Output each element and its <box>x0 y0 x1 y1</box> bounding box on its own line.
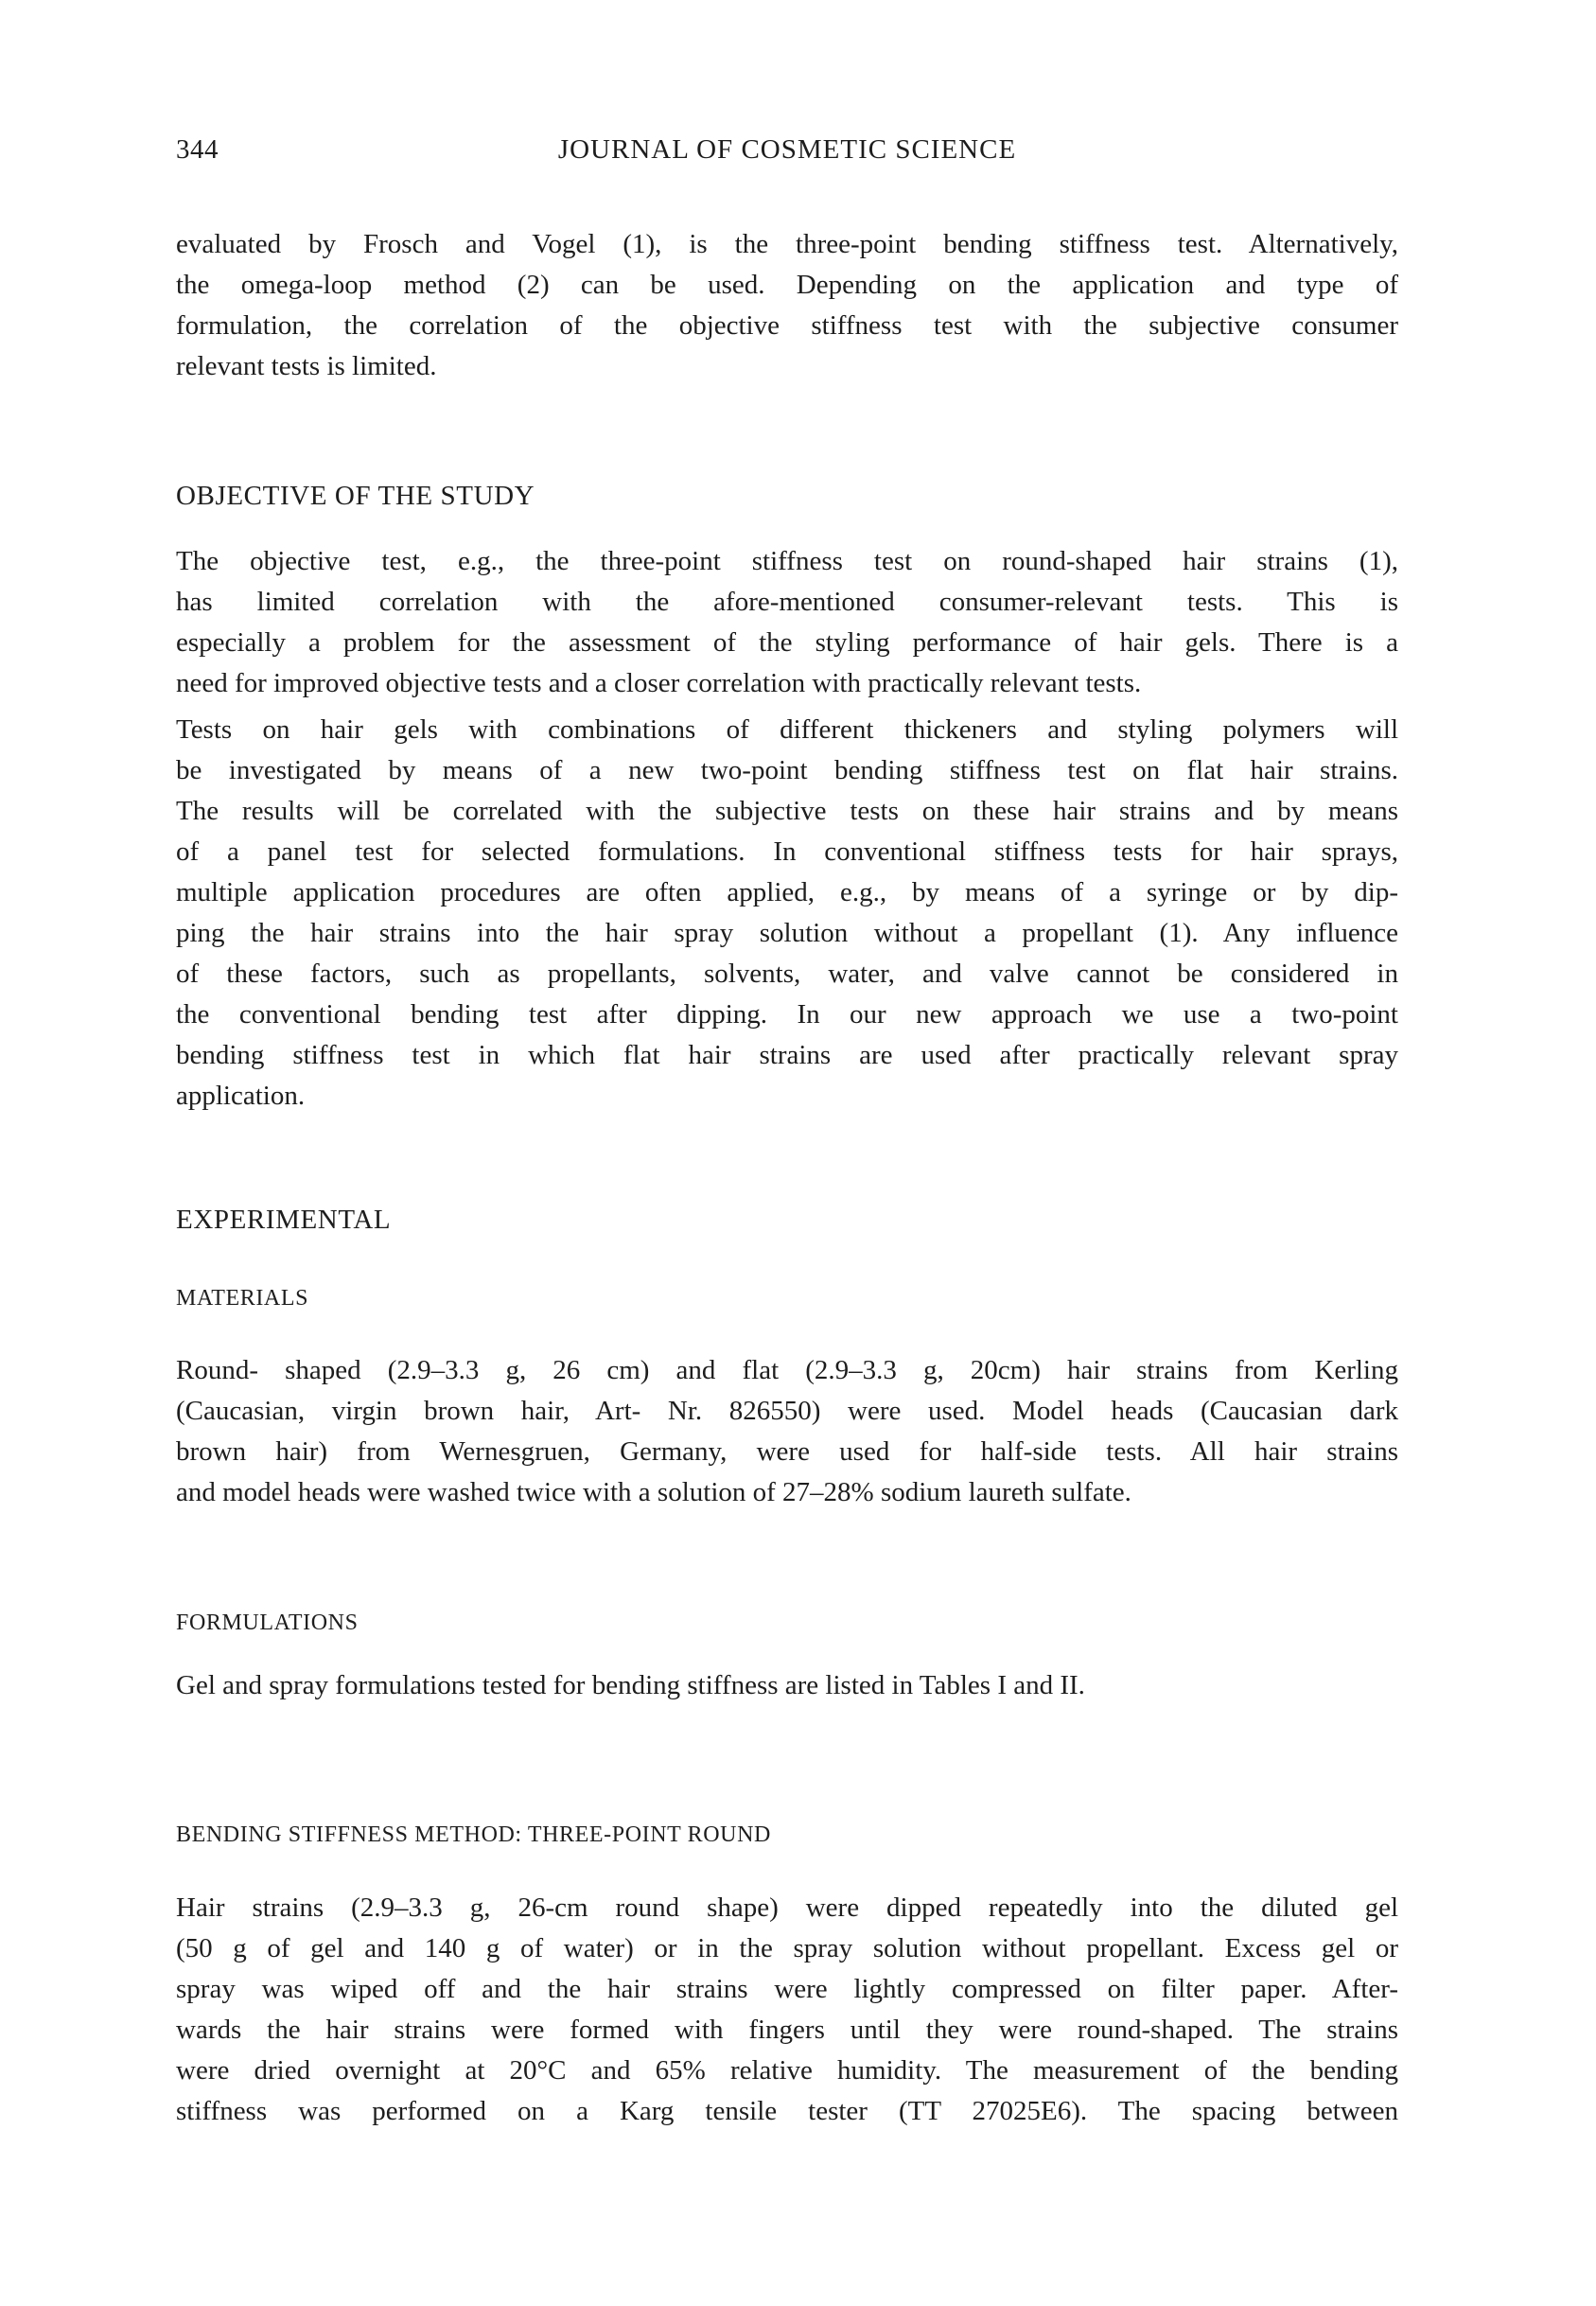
journal-title: JOURNAL OF COSMETIC SCIENCE <box>557 134 1017 165</box>
text-line: wards the hair strains were formed with fingers until they were round-shaped. The strains <box>176 2015 1398 2045</box>
text-line: and model heads were washed twice with a solution of 27–28% sodium laureth sulfate. <box>176 1477 1131 1507</box>
subheading-materials: MATERIALS <box>176 1286 309 1311</box>
page-header <box>176 134 1398 168</box>
text-line: stiffness was performed on a Karg tensile tester (TT 27025E6). The spacing between <box>176 2096 1398 2126</box>
intro-paragraph <box>176 224 1398 387</box>
text-line: Tests on hair gels with combinations of different thickeners and styling polymers will <box>176 714 1398 745</box>
text-line: especially a problem for the assessment of the styling performance of hair gels. There is a <box>176 627 1398 658</box>
subheading-formulations: FORMULATIONS <box>176 1611 359 1635</box>
text-line: Round- shaped (2.9–3.3 g, 26 cm) and flat (2.9–3.3 g, 20cm) hair strains from Kerling <box>176 1355 1398 1385</box>
subheading-bending-stiffness-method: BENDING STIFFNESS METHOD: THREE-POINT ROUND <box>176 1822 771 1847</box>
text-line: need for improved objective tests and a closer correlation with practically relevant tests. <box>176 668 1142 698</box>
text-line: be investigated by means of a new two-point bending stiffness test on flat hair strains. <box>176 755 1398 785</box>
text-line: ping the hair strains into the hair spray solution without a propellant (1). Any influence <box>176 918 1398 948</box>
text-line: The objective test, e.g., the three-point stiffness test on round-shaped hair strains (1), <box>176 546 1398 576</box>
text-line: The results will be correlated with the subjective tests on these hair strains and by means <box>176 796 1398 826</box>
text-line: the conventional bending test after dipping. In our new approach we use a two-point <box>176 999 1398 1030</box>
text-line: were dried overnight at 20°C and 65% relative humidity. The measurement of the bending <box>176 2055 1398 2086</box>
section-heading-experimental: EXPERIMENTAL <box>176 1205 392 1235</box>
formulations-paragraph <box>176 1665 1398 1706</box>
text-line: of these factors, such as propellants, solvents, water, and valve cannot be considered in <box>176 959 1398 989</box>
text-line: brown hair) from Wernesgruen, Germany, were used for half-side tests. All hair strains <box>176 1436 1398 1467</box>
text-line: spray was wiped off and the hair strains were lightly compressed on filter paper. After- <box>176 1974 1398 2004</box>
text-line: has limited correlation with the afore-mentioned consumer-relevant tests. This is <box>176 587 1398 617</box>
objective-paragraph-2 <box>176 710 1398 1117</box>
materials-paragraph <box>176 1350 1398 1513</box>
text-line: of a panel test for selected formulations. In conventional stiffness tests for hair sprays, <box>176 836 1398 867</box>
text-line: application. <box>176 1081 306 1111</box>
text-line: bending stiffness test in which flat hair strains are used after practically relevant spray <box>176 1040 1398 1070</box>
text-line: evaluated by Frosch and Vogel (1), is the three-point bending stiffness test. Alternatively, <box>176 229 1398 259</box>
page-number: 344 <box>176 134 219 165</box>
section-heading-objective: OBJECTIVE OF THE STUDY <box>176 481 535 511</box>
text-line: formulation, the correlation of the objective stiffness test with the subjective consumer <box>176 310 1398 341</box>
text-line: Hair strains (2.9–3.3 g, 26-cm round shape) were dipped repeatedly into the diluted gel <box>176 1892 1398 1923</box>
bending-stiffness-paragraph <box>176 1888 1398 2132</box>
text-line: multiple application procedures are often applied, e.g., by means of a syringe or by dip- <box>176 877 1398 907</box>
text-line: the omega-loop method (2) can be used. Depending on the application and type of <box>176 270 1398 300</box>
text-line: (Caucasian, virgin brown hair, Art- Nr. 826550) were used. Model heads (Caucasian dark <box>176 1396 1398 1426</box>
text-line: Gel and spray formulations tested for bending stiffness are listed in Tables I and II. <box>176 1670 1085 1700</box>
text-line: (50 g of gel and 140 g of water) or in the spray solution without propellant. Excess gel or <box>176 1933 1398 1963</box>
text-line: relevant tests is limited. <box>176 351 437 381</box>
objective-paragraph-1 <box>176 541 1398 704</box>
